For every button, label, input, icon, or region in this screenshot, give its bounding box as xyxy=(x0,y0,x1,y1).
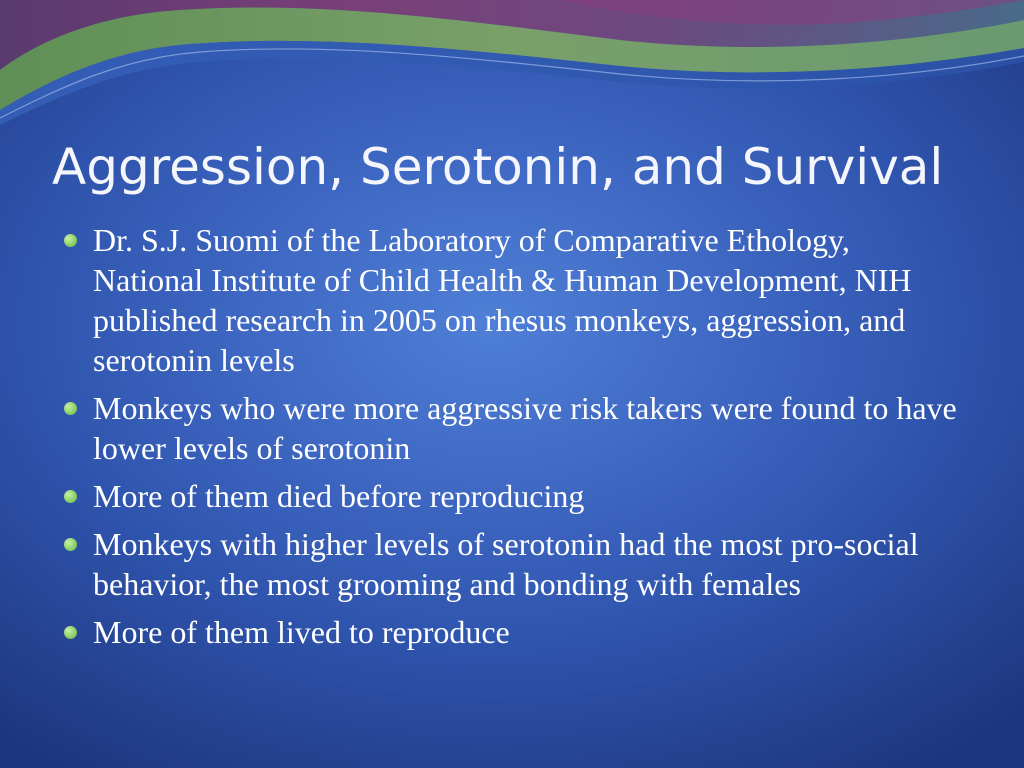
bullet-text: Monkeys with higher levels of serotonin had the most pro-social behavior, the most grooming and bonding with females xyxy=(93,526,919,602)
bullet-item xyxy=(62,476,962,516)
bullet-dot-icon xyxy=(64,402,77,415)
bullet-dot-icon xyxy=(64,538,77,551)
bullet-item xyxy=(62,220,962,380)
bullet-list xyxy=(62,220,962,660)
slide-title: Aggression, Serotonin, and Survival xyxy=(52,138,944,196)
bullet-dot-icon xyxy=(64,626,77,639)
bullet-text: More of them died before reproducing xyxy=(93,478,585,514)
bullet-item xyxy=(62,388,962,468)
bullet-item xyxy=(62,524,962,604)
bullet-dot-icon xyxy=(64,490,77,503)
bullet-text: More of them lived to reproduce xyxy=(93,614,510,650)
bullet-text: Monkeys who were more aggressive risk takers were found to have lower levels of serotonin xyxy=(93,390,957,466)
bullet-item xyxy=(62,612,962,652)
bullet-dot-icon xyxy=(64,234,77,247)
decorative-waves xyxy=(0,0,1024,130)
bullet-text: Dr. S.J. Suomi of the Laboratory of Comparative Ethology, National Institute of Child Health & Human Development, NIH published research in 2005 on rhesus monkeys, aggression, and serotonin levels xyxy=(93,222,912,378)
